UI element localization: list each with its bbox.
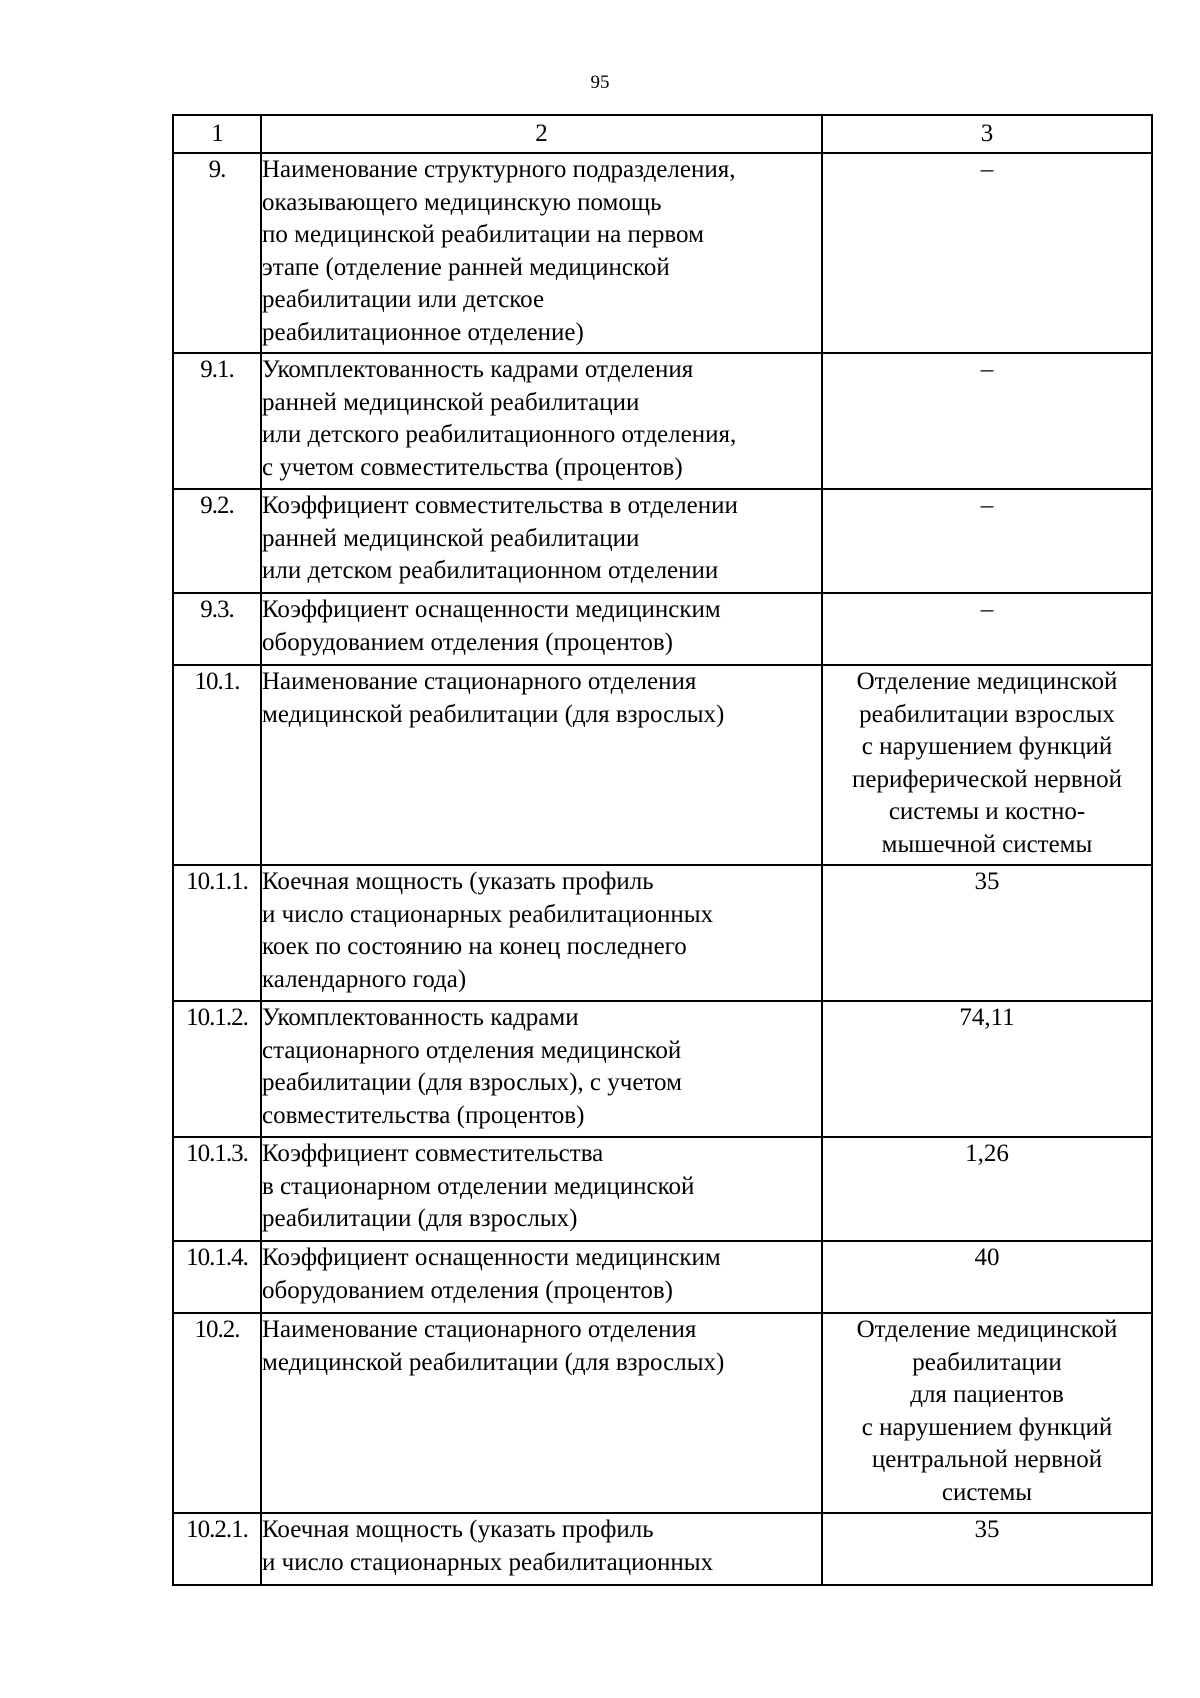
- row-description: Коэффициент совместительства в стационарном отделении медицинской реабилитации (для взрослых): [261, 1137, 822, 1241]
- page-number: 95: [590, 72, 610, 93]
- row-value: –: [822, 489, 1152, 593]
- row-value: –: [822, 353, 1152, 489]
- row-description: Коэффициент совместительства в отделении ранней медицинской реабилитации или детском реабилитационном отделении: [261, 489, 822, 593]
- table-row: [173, 1313, 1152, 1513]
- row-description: Коечная мощность (указать профиль и число стационарных реабилитационных коек по состоянию на конец последнего календарного года): [261, 865, 822, 1001]
- row-description: Коэффициент оснащенности медицинским оборудованием отделения (процентов): [261, 593, 822, 665]
- row-number: 9.2.: [173, 489, 261, 593]
- table-row: [173, 1137, 1152, 1241]
- row-description: Наименование стационарного отделения медицинской реабилитации (для взрослых): [261, 1313, 822, 1513]
- table-header-row: [173, 115, 1152, 153]
- row-description: Укомплектованность кадрами отделения ранней медицинской реабилитации или детского реабилитационного отделения, с учетом совместительства (процентов): [261, 353, 822, 489]
- row-number: 9.: [173, 153, 261, 353]
- table-row: [173, 1241, 1152, 1313]
- row-value: 1,26: [822, 1137, 1152, 1241]
- row-value: 35: [822, 865, 1152, 1001]
- table-row: [173, 1513, 1152, 1585]
- row-number: 10.1.4.: [173, 1241, 261, 1313]
- table-row: [173, 489, 1152, 593]
- row-number: 9.1.: [173, 353, 261, 489]
- row-number: 10.1.2.: [173, 1001, 261, 1137]
- row-number: 10.2.: [173, 1313, 261, 1513]
- row-description: Наименование стационарного отделения медицинской реабилитации (для взрослых): [261, 665, 822, 865]
- table-row: [173, 865, 1152, 1001]
- row-number: 10.1.1.: [173, 865, 261, 1001]
- row-description: Коэффициент оснащенности медицинским оборудованием отделения (процентов): [261, 1241, 822, 1313]
- row-value: –: [822, 593, 1152, 665]
- header-cell-2: 2: [261, 115, 822, 153]
- row-value: –: [822, 153, 1152, 353]
- header-cell-3: 3: [822, 115, 1152, 153]
- indicators-table: [172, 114, 1153, 1586]
- row-description: Наименование структурного подразделения, оказывающего медицинскую помощь по медицинской реабилитации на первом этапе (отделение ранней медицинской реабилитации или детское реабилитационное отделение): [261, 153, 822, 353]
- table-row: [173, 1001, 1152, 1137]
- row-value: 35: [822, 1513, 1152, 1585]
- row-number: 10.2.1.: [173, 1513, 261, 1585]
- row-value: Отделение медицинской реабилитации взрослых с нарушением функций периферической нервной системы и костно- мышечной системы: [822, 665, 1152, 865]
- row-number: 10.1.: [173, 665, 261, 865]
- header-cell-1: 1: [173, 115, 261, 153]
- table-row: [173, 153, 1152, 353]
- table-row: [173, 593, 1152, 665]
- row-description: Коечная мощность (указать профиль и число стационарных реабилитационных: [261, 1513, 822, 1585]
- row-number: 9.3.: [173, 593, 261, 665]
- row-value: 74,11: [822, 1001, 1152, 1137]
- row-number: 10.1.3.: [173, 1137, 261, 1241]
- table-row: [173, 665, 1152, 865]
- table-row: [173, 353, 1152, 489]
- row-description: Укомплектованность кадрами стационарного отделения медицинской реабилитации (для взрослых), с учетом совместительства (процентов): [261, 1001, 822, 1137]
- row-value: Отделение медицинской реабилитации для пациентов с нарушением функций центральной нервной системы: [822, 1313, 1152, 1513]
- row-value: 40: [822, 1241, 1152, 1313]
